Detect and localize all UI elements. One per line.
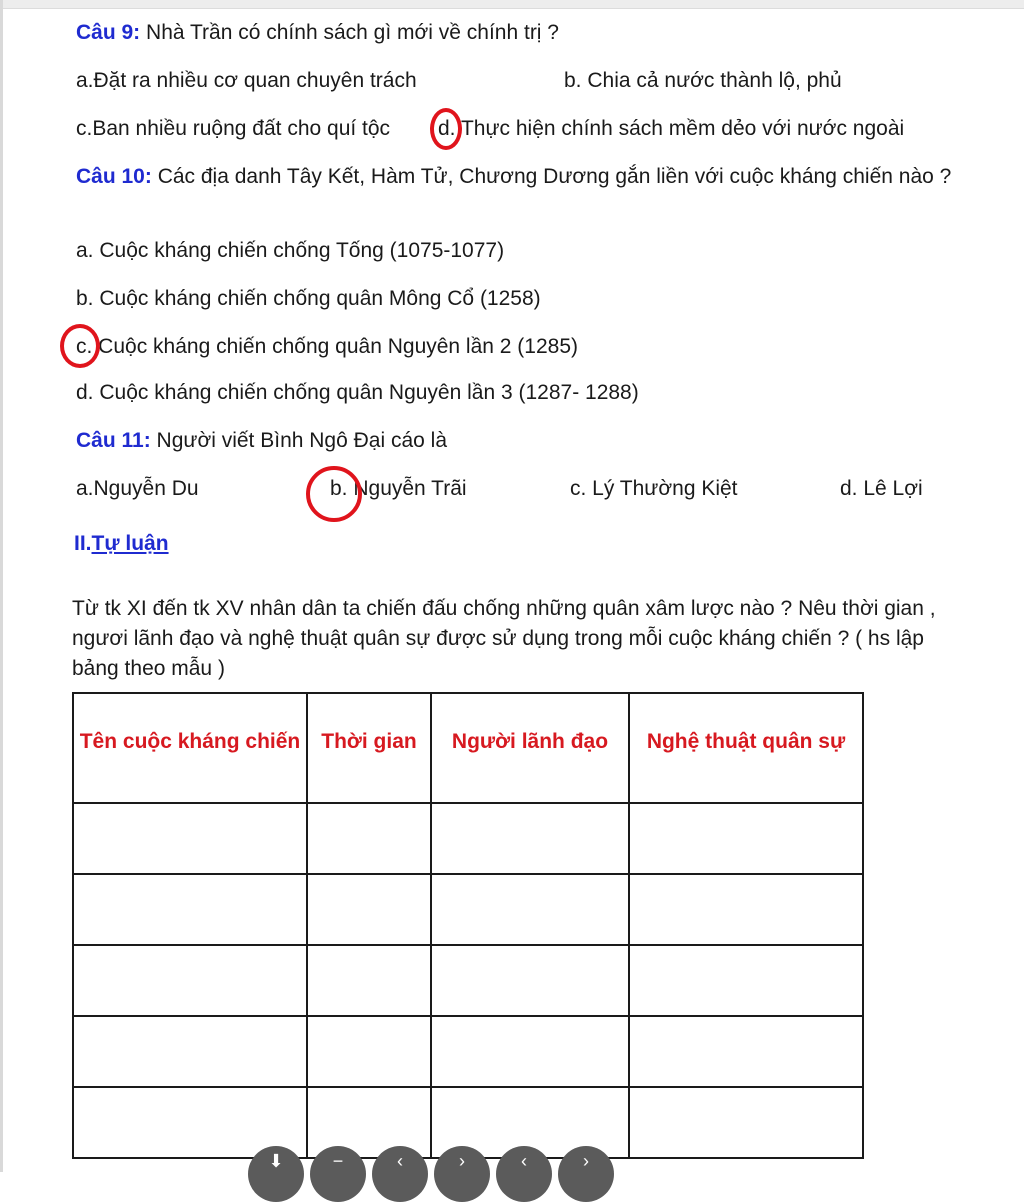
question-10-label: Câu 10: bbox=[76, 165, 152, 188]
answer-circle-q10 bbox=[60, 324, 100, 368]
q9-option-c: c.Ban nhiều ruộng đất cho quí tộc bbox=[76, 117, 391, 140]
chevron-right-icon: › bbox=[583, 1151, 589, 1171]
zoom-out-button[interactable] bbox=[310, 1146, 366, 1202]
q11-option-c: c. Lý Thường Kiệt bbox=[570, 477, 738, 500]
answer-circle-q9 bbox=[430, 108, 462, 150]
table-cell[interactable] bbox=[431, 874, 629, 945]
answer-table bbox=[72, 692, 864, 1159]
table-cell[interactable] bbox=[73, 945, 307, 1016]
table-cell[interactable] bbox=[629, 1087, 863, 1158]
table-row bbox=[73, 945, 863, 1016]
table-header-row bbox=[73, 693, 863, 803]
forward-button[interactable] bbox=[558, 1146, 614, 1202]
table-cell[interactable] bbox=[431, 803, 629, 874]
first-page-button[interactable] bbox=[372, 1146, 428, 1202]
question-11-label: Câu 11: bbox=[76, 429, 151, 452]
table-cell[interactable] bbox=[431, 1016, 629, 1087]
previous-button[interactable] bbox=[496, 1146, 552, 1202]
table-cell[interactable] bbox=[307, 945, 431, 1016]
table-cell[interactable] bbox=[307, 1016, 431, 1087]
question-10 bbox=[76, 164, 976, 190]
table-header-cell: Tên cuộc kháng chiến bbox=[73, 693, 307, 803]
table-row bbox=[73, 803, 863, 874]
question-10-text: Các địa danh Tây Kết, Hàm Tử, Chương Dương gắn liền với cuộc kháng chiến nào ? bbox=[151, 165, 952, 188]
table-header-cell: Thời gian bbox=[307, 693, 431, 803]
chevron-left-icon: ‹ bbox=[521, 1151, 527, 1171]
table-cell[interactable] bbox=[629, 803, 863, 874]
next-page-button[interactable] bbox=[434, 1146, 490, 1202]
table-cell[interactable] bbox=[629, 945, 863, 1016]
table-header-cell: Người lãnh đạo bbox=[431, 693, 629, 803]
chevron-left-icon: ‹ bbox=[397, 1151, 403, 1171]
chevron-right-icon: › bbox=[459, 1151, 465, 1171]
question-9-text: Nhà Trần có chính sách gì mới về chính trị ? bbox=[140, 21, 559, 44]
table-row bbox=[73, 1016, 863, 1087]
section-title: Tự luận bbox=[91, 532, 169, 555]
q10-option-b: b. Cuộc kháng chiến chống quân Mông Cổ (1258) bbox=[76, 287, 541, 310]
table-cell[interactable] bbox=[307, 803, 431, 874]
table-cell[interactable] bbox=[629, 1016, 863, 1087]
question-11-text: Người viết Bình Ngô Đại cáo là bbox=[150, 429, 447, 452]
question-9 bbox=[76, 20, 559, 46]
table-cell[interactable] bbox=[73, 803, 307, 874]
table-header-cell: Nghệ thuật quân sự bbox=[629, 693, 863, 803]
answer-circle-q11 bbox=[306, 466, 362, 522]
q11-option-b: b. Nguyễn Trãi bbox=[330, 477, 467, 500]
q10-option-c: c. Cuộc kháng chiến chống quân Nguyên lần 2 (1285) bbox=[76, 335, 579, 358]
q9-option-a: a.Đặt ra nhiều cơ quan chuyên trách bbox=[76, 69, 417, 92]
table-cell[interactable] bbox=[307, 874, 431, 945]
section-number: II. bbox=[74, 532, 92, 555]
table-cell[interactable] bbox=[73, 1016, 307, 1087]
q10-option-a: a. Cuộc kháng chiến chống Tống (1075-1077) bbox=[76, 239, 505, 262]
download-button[interactable] bbox=[248, 1146, 304, 1202]
question-9-label: Câu 9: bbox=[76, 21, 141, 44]
viewer-toolbar bbox=[248, 1146, 614, 1172]
table-row bbox=[73, 874, 863, 945]
table-cell[interactable] bbox=[629, 874, 863, 945]
q9-option-b: b. Chia cả nước thành lộ, phủ bbox=[564, 69, 842, 92]
q11-option-d: d. Lê Lợi bbox=[840, 477, 923, 500]
q10-option-d: d. Cuộc kháng chiến chống quân Nguyên lần 3 (1287- 1288) bbox=[76, 381, 639, 404]
q11-option-a: a.Nguyễn Du bbox=[76, 477, 199, 500]
minus-icon: − bbox=[332, 1151, 344, 1171]
table-cell[interactable] bbox=[431, 945, 629, 1016]
question-11 bbox=[76, 428, 447, 454]
table-cell[interactable] bbox=[73, 874, 307, 945]
essay-question: Từ tk XI đến tk XV nhân dân ta chiến đấu chống những quân xâm lược nào ? Nêu thời gian , ngươi lãnh đạo và nghệ thuật quân sự được sử dụng trong mỗi cuộc kháng chiến ? ( hs lập bảng theo mẫu ) bbox=[72, 597, 936, 680]
q9-option-d: d. Thực hiện chính sách mềm dẻo với nước ngoài bbox=[438, 117, 905, 140]
download-icon: ⬇ bbox=[268, 1151, 284, 1171]
section-heading bbox=[74, 532, 169, 556]
